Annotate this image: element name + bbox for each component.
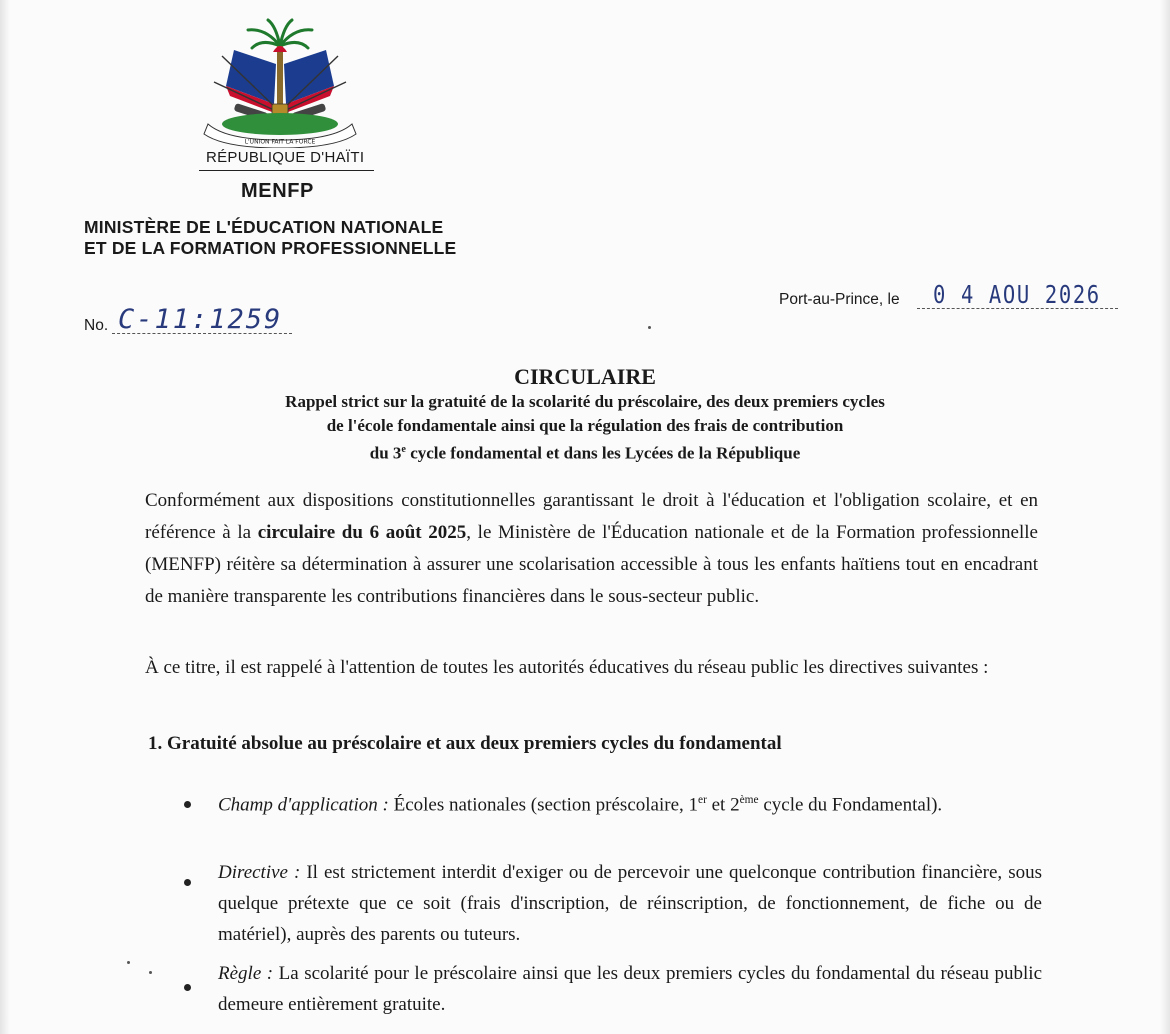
page-left-edge <box>0 0 10 1034</box>
bullet-text: Écoles nationales (section préscolaire, 1 <box>388 794 699 816</box>
bullet-text: et 2 <box>706 794 740 816</box>
ministry-acronym: MENFP <box>241 180 314 202</box>
subtitle-text: cycle fondamental et dans les Lycées de la République <box>405 443 801 463</box>
bullet-label: Directive : <box>218 862 301 883</box>
circular-number: C-11:1259 <box>118 304 283 335</box>
paragraph-bold-reference: circulaire du 6 août 2025 <box>257 522 467 543</box>
paragraph-text: , le Ministère de l'Éducation nationale et de la Formation professionnelle (MENFP) réitère sa détermination à assurer une scolarisation accessible à tous les enfants haïtiens tout en encadrant de manière transparente les contributions financières dans le sous-secteur public. <box>145 522 1038 607</box>
paragraph-text: Conformément aux dispositions constitutionnelles garantissant le droit à l'éducation et l'obligation scolaire, et en référence à la <box>145 490 1038 543</box>
date-stamp: 0 4 AOU 2026 <box>933 280 1101 309</box>
paper-speck <box>648 326 651 329</box>
bullet-text: Il est strictement interdit d'exiger ou de percevoir une quelconque contribution financière, sous quelque prétexte que ce soit (frais d'inscription, de réinscription, de fonctionnement, de fiche ou de matériel), auprès des parents ou tuteurs. <box>218 862 1042 945</box>
coat-of-arms-motto: L'UNION FAIT LA FORCE <box>244 138 316 146</box>
place-label: Port-au-Prince, le <box>779 291 900 308</box>
document-title: CIRCULAIRE <box>514 364 656 389</box>
bullet-text: La scolarité pour le préscolaire ainsi que les deux premiers cycles du fondamental du réseau public demeure entièrement gratuite. <box>218 963 1042 1015</box>
bullet-icon <box>184 879 191 886</box>
ministry-name <box>84 217 456 259</box>
number-label: No. <box>84 317 109 334</box>
paper-speck <box>149 971 152 974</box>
bullet-label: Règle : <box>218 963 274 984</box>
document-subtitle <box>150 390 1020 466</box>
coat-of-arms-emblem <box>196 16 364 148</box>
bullet-item <box>218 857 1042 950</box>
bullet-item <box>218 785 1042 820</box>
subtitle-line: de l'école fondamentale ainsi que la régulation des frais de contribution <box>326 416 844 435</box>
page-right-edge <box>1160 0 1170 1034</box>
bullet-item <box>218 958 1042 1020</box>
intro-paragraph <box>145 485 1038 613</box>
superscript: ème <box>739 794 759 806</box>
directives-intro-paragraph: À ce titre, il est rappelé à l'attention de toutes les autorités éducatives du réseau public les directives suivantes : <box>145 657 989 678</box>
section-heading: 1. Gratuité absolue au préscolaire et aux deux premiers cycles du fondamental <box>148 733 782 754</box>
republic-name: RÉPUBLIQUE D'HAÏTI <box>206 149 365 166</box>
ministry-name-line2: ET DE LA FORMATION PROFESSIONNELLE <box>84 238 457 258</box>
paper-speck <box>127 961 130 964</box>
header-rule <box>199 170 374 171</box>
subtitle-line: Rappel strict sur la gratuité de la scolarité du préscolaire, des deux premiers cycles <box>285 392 885 411</box>
bullet-icon <box>184 801 191 808</box>
subtitle-text: du 3 <box>369 443 402 463</box>
superscript: er <box>698 794 707 806</box>
superscript: e <box>401 444 406 455</box>
bullet-label: Champ d'application : <box>218 794 389 816</box>
bullet-icon <box>184 984 191 991</box>
ministry-name-line1: MINISTÈRE DE L'ÉDUCATION NATIONALE <box>84 217 444 237</box>
bullet-text: cycle du Fondamental). <box>758 794 943 816</box>
subtitle-line <box>150 438 1020 466</box>
